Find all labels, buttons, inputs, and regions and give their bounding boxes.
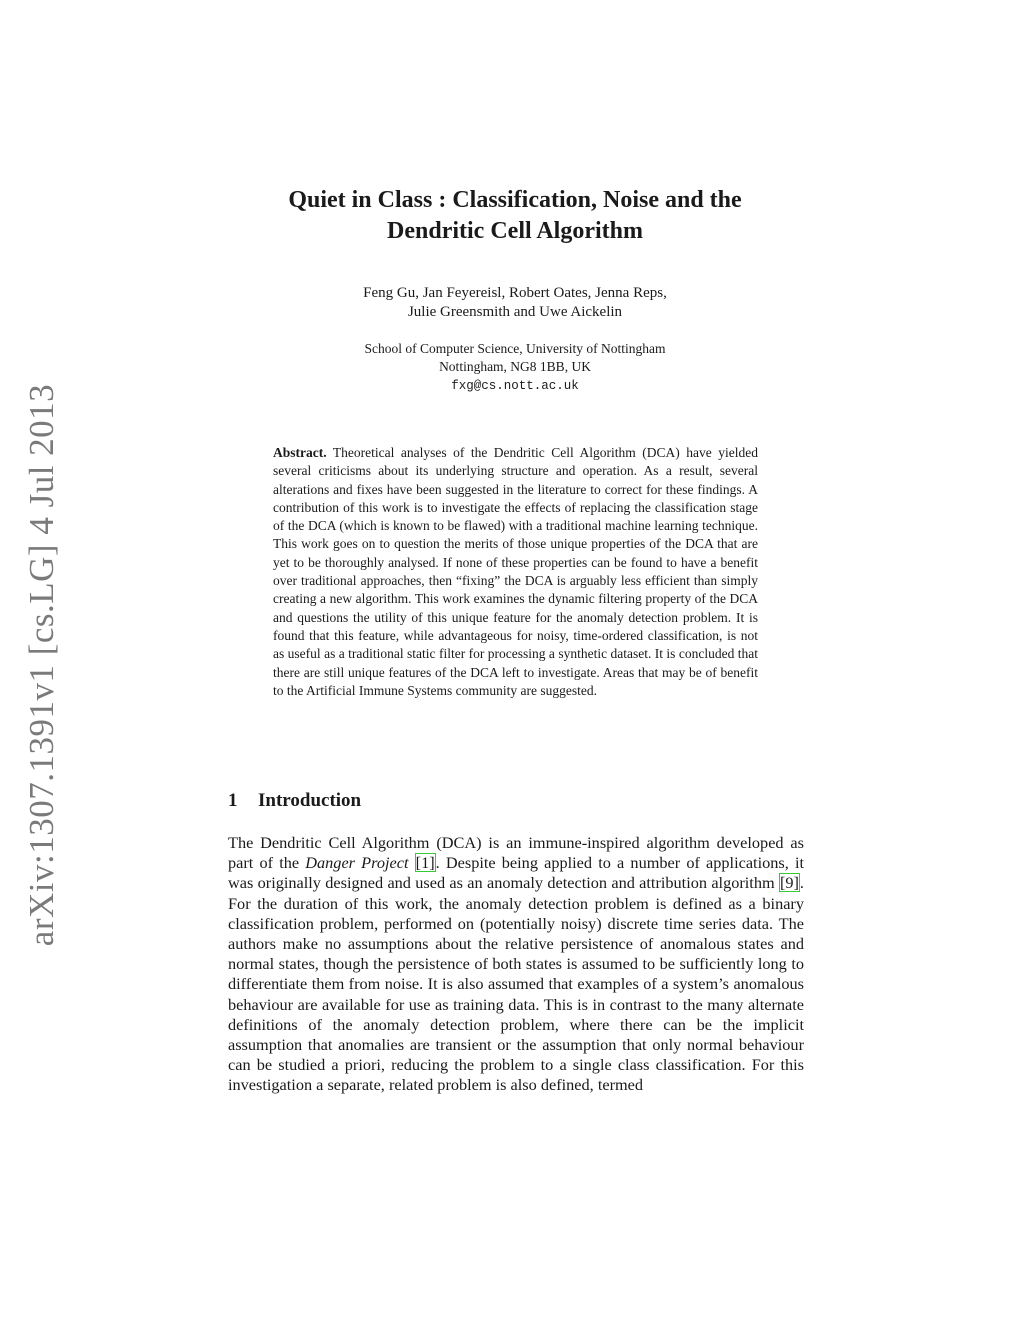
paper-title-line-1: Quiet in Class : Classification, Noise and the <box>288 187 742 213</box>
paper-title <box>200 185 830 247</box>
arxiv-identifier-stamp <box>16 385 68 945</box>
danger-project-term: Danger Project <box>305 853 409 873</box>
intro-text-part-4: . For the duration of this work, the anomaly detection problem is defined as a binary classification problem, performed on (potentially noisy) discrete time series data. The authors make no assumptions about the relative persistence of anomalous states and normal states, though the persistence of both states is assumed to be sufficiently long to differentiate them from noise. It is also assumed that examples of a system’s anomalous behaviour are available for use as training data. This is in contrast to the many alternate definitions of the anomaly detection problem, where there can be the implicit assumption that anomalies are transient or the assumption that only normal behaviour can be studied a priori, reducing the problem to a single class classification. For this investigation a separate, related problem is also defined, termed <box>228 873 804 1095</box>
citation-link-1[interactable]: [1] <box>415 853 435 873</box>
section-heading-introduction <box>228 790 361 812</box>
abstract-paragraph <box>273 444 758 700</box>
affiliation-line-2: Nottingham, NG8 1BB, UK <box>439 359 591 374</box>
authors-line-1: Feng Gu, Jan Feyereisl, Robert Oates, Jenna Reps, <box>363 285 667 301</box>
affiliation-line-1: School of Computer Science, University of Nottingham <box>364 341 666 356</box>
author-list <box>250 284 780 322</box>
paper-title-line-2: Dendritic Cell Algorithm <box>387 218 643 244</box>
intro-text-part-1: The Dendritic Cell Algorithm (DCA) is an immune-inspired algorithm developed as part of the <box>228 833 804 873</box>
intro-text-part-3: . Despite being applied to a number of applications, it was originally designed and used as an anomaly detection and attribution algorithm <box>228 853 804 893</box>
section-number: 1 <box>228 790 238 811</box>
contact-email: fxg@cs.nott.ac.uk <box>451 379 579 393</box>
abstract-text: Theoretical analyses of the Dendritic Cell Algorithm (DCA) have yielded several criticisms about its underlying structure and operation. As a result, several alterations and fixes have been suggested in the literature to correct for these findings. A contribution of this work is to investigate the effects of replacing the classification stage of the DCA (which is known to be flawed) with a traditional machine learning technique. This work goes on to question the merits of those unique properties of the DCA that are yet to be thoroughly analysed. If none of these properties can be found to have a benefit over traditional approaches, then “fixing” the DCA is arguably less efficient than simply creating a new algorithm. This work examines the dynamic filtering property of the DCA and questions the utility of this unique feature for the anomaly detection problem. It is found that this feature, while advantageous for noisy, time-ordered classification, is not as useful as a traditional static filter for processing a synthetic dataset. It is concluded that there are still unique features of the DCA left to investigate. Areas that may be of benefit to the Artificial Immune Systems community are suggested. <box>273 445 758 698</box>
abstract-label: Abstract. <box>273 445 327 460</box>
arxiv-identifier-text: arXiv:1307.1391v1 [cs.LG] 4 Jul 2013 <box>22 383 62 947</box>
authors-line-2: Julie Greensmith and Uwe Aickelin <box>407 304 623 320</box>
intro-text-part-2 <box>409 853 415 872</box>
introduction-paragraph <box>228 833 804 1096</box>
section-title: Introduction <box>258 790 362 811</box>
citation-link-9[interactable]: [9] <box>779 873 799 893</box>
affiliation-block <box>250 340 780 395</box>
